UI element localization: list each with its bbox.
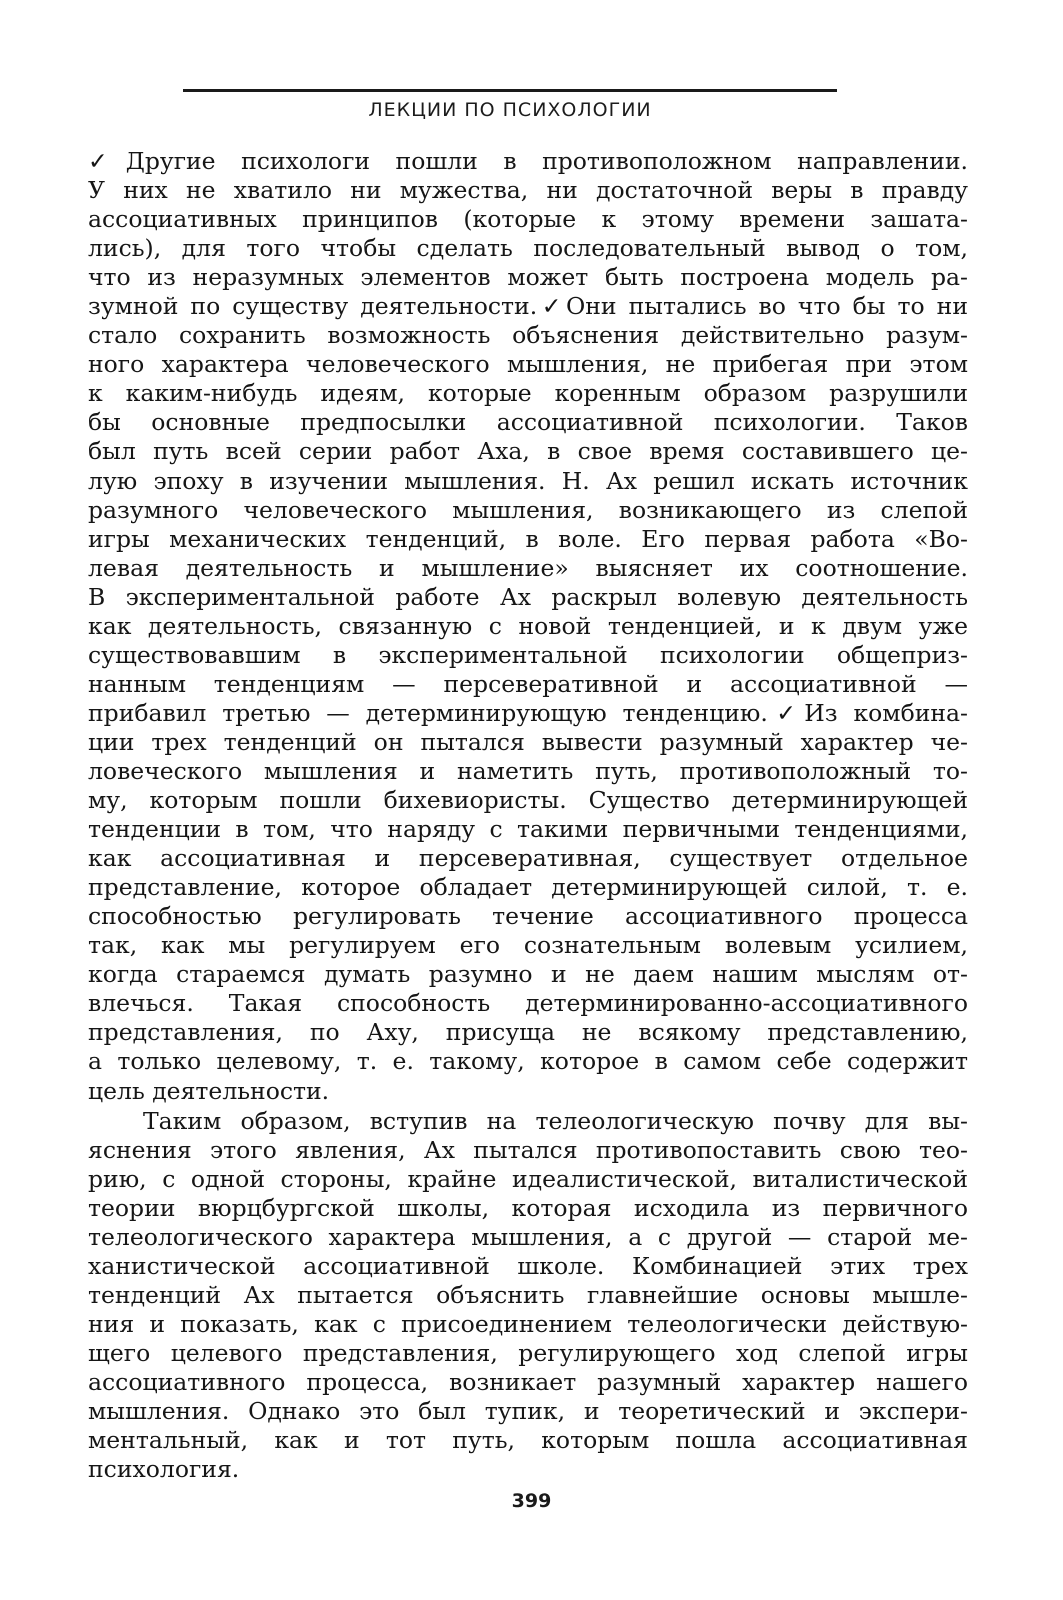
text-line: психология. bbox=[88, 1455, 240, 1484]
text-line: а только целевому, т. е. такому, которое в самом себе содержит bbox=[88, 1047, 968, 1076]
text-line: теории вюрцбургской школы, которая исходила из первичного bbox=[88, 1193, 968, 1222]
text-line: ✓Другие психологи пошли в противоположном направлении. bbox=[88, 147, 968, 175]
text-line: ния и показать, как с присоединением телеологически действую- bbox=[88, 1309, 968, 1338]
text-line: рию, с одной стороны, крайне идеалистической, виталистической bbox=[88, 1164, 968, 1193]
text-line: тенденций Ах пытается объяснить главнейшие основы мышле- bbox=[88, 1280, 968, 1309]
text-line: стало сохранить возможность объяснения действительно разум- bbox=[88, 321, 968, 350]
text-line: лись), для того чтобы сделать последовательный вывод о том, bbox=[88, 234, 968, 263]
text-line: существовавшим в экспериментальной психологии общеприз- bbox=[88, 640, 968, 669]
page-number: 399 bbox=[511, 1490, 552, 1512]
text-line: так, как мы регулируем его сознательным волевым усилием, bbox=[88, 931, 968, 960]
header-rule bbox=[183, 89, 837, 92]
paragraph-1 bbox=[88, 147, 968, 1106]
text-line: лую эпоху в изучении мышления. Н. Ах решил искать источник bbox=[88, 466, 968, 495]
text-line: ции трех тенденций он пытался вывести разумный характер че- bbox=[88, 727, 968, 756]
text-line: прибавил третью — детерминирующую тенденцию.✓Из комбина- bbox=[88, 698, 968, 727]
running-head: ЛЕКЦИИ ПО ПСИХОЛОГИИ bbox=[368, 99, 652, 121]
text-line: Таким образом, вступив на телеологическую почву для вы- bbox=[143, 1106, 968, 1135]
text-line: ментальный, как и тот путь, которым пошла ассоциативная bbox=[88, 1426, 968, 1455]
text-line: был путь всей серии работ Аха, в свое время составившего це- bbox=[88, 437, 968, 466]
text-line: У них не хватило ни мужества, ни достаточной веры в правду bbox=[88, 176, 968, 205]
text-line: как деятельность, связанную с новой тенденцией, и к двум уже bbox=[88, 611, 968, 640]
text-line: ханистической ассоциативной школе. Комбинацией этих трех bbox=[88, 1251, 968, 1280]
text-line: тенденции в том, что наряду с такими первичными тенденциями, bbox=[88, 815, 968, 844]
text-line: ассоциативного процесса, возникает разумный характер нашего bbox=[88, 1367, 968, 1396]
text-line: ассоциативных принципов (которые к этому времени зашата- bbox=[88, 205, 968, 234]
text-line: левая деятельность и мышление» выясняет их соотношение. bbox=[88, 553, 968, 582]
text-line: ного характера человеческого мышления, не прибегая при этом bbox=[88, 350, 968, 379]
text-line: разумного человеческого мышления, возникающего из слепой bbox=[88, 495, 968, 524]
text-line: игры механических тенденций, в воле. Его первая работа «Во- bbox=[88, 524, 968, 553]
text-line: влечься. Такая способность детерминированно-ассоциативного bbox=[88, 989, 968, 1018]
text-line: представление, которое обладает детерминирующей силой, т. е. bbox=[88, 873, 968, 902]
text-line: что из неразумных элементов может быть построена модель ра- bbox=[88, 263, 968, 292]
text-line: му, которым пошли бихевиористы. Существо детерминирующей bbox=[88, 786, 968, 815]
text-line: нанным тенденциям — персеверативной и ассоциативной — bbox=[88, 669, 968, 698]
text-line: способностью регулировать течение ассоциативного процесса bbox=[88, 902, 968, 931]
text-line: бы основные предпосылки ассоциативной психологии. Таков bbox=[88, 408, 968, 437]
text-line: когда стараемся думать разумно и не даем нашим мыслям от- bbox=[88, 960, 968, 989]
text-line: яснения этого явления, Ах пытался противопоставить свою тео- bbox=[88, 1135, 968, 1164]
text-line: ловеческого мышления и наметить путь, противоположный то- bbox=[88, 756, 968, 785]
text-line: как ассоциативная и персеверативная, существует отдельное bbox=[88, 844, 968, 873]
text-line: телеологического характера мышления, а с другой — старой ме- bbox=[88, 1222, 968, 1251]
text-line: зумной по существу деятельности.✓Они пытались во что бы то ни bbox=[88, 292, 968, 321]
text-line: В экспериментальной работе Ах раскрыл волевую деятельность bbox=[88, 582, 968, 611]
text-line: представления, по Аху, присуща не всякому представлению, bbox=[88, 1018, 968, 1047]
text-line: к каким-нибудь идеям, которые коренным образом разрушили bbox=[88, 379, 968, 408]
text-line: цель деятельности. bbox=[88, 1076, 330, 1105]
paragraph-2 bbox=[88, 1107, 968, 1485]
text-line: щего целевого представления, регулирующего ход слепой игры bbox=[88, 1338, 968, 1367]
text-line: мышления. Однако это был тупик, и теоретический и экспери- bbox=[88, 1397, 968, 1426]
body-text bbox=[88, 147, 968, 1484]
